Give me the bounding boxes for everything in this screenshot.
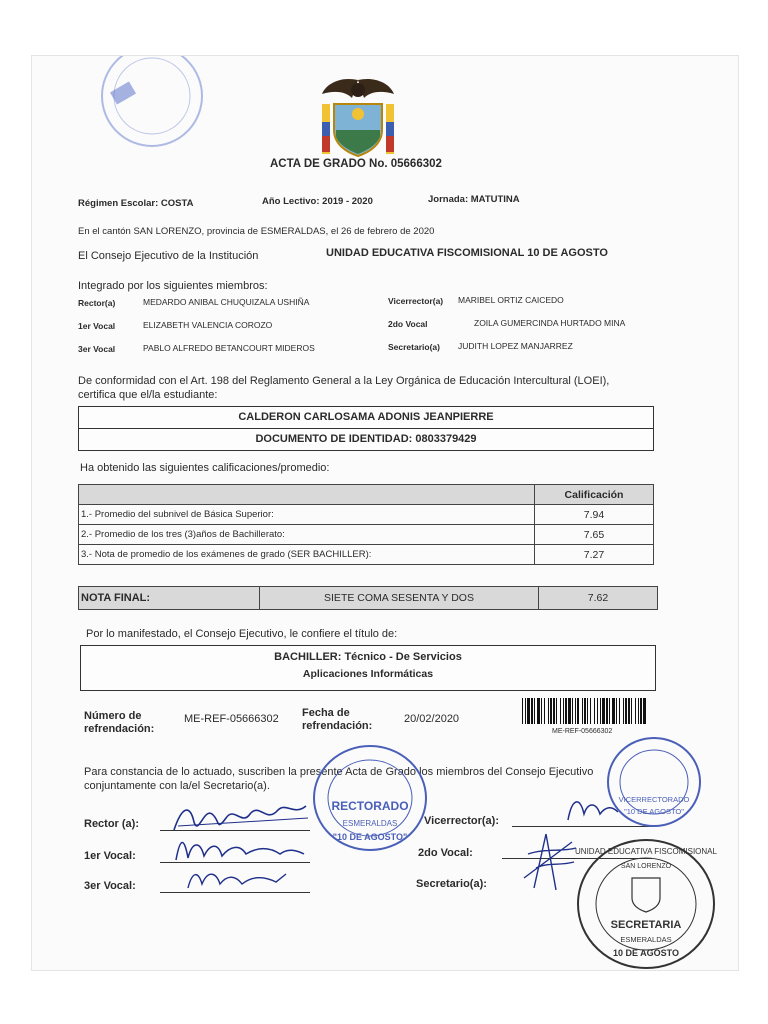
vocal1-name: ELIZABETH VALENCIA COROZO bbox=[143, 320, 273, 330]
integrado-label: Integrado por los siguientes miembros: bbox=[78, 280, 268, 292]
regimen-escolar: Régimen Escolar: COSTA bbox=[78, 198, 194, 209]
title-intro: Por lo manifestado, el Consejo Ejecutivo, le confiere el título de: bbox=[86, 628, 398, 640]
table-row bbox=[79, 525, 654, 545]
institution-name: UNIDAD EDUCATIVA FISCOMISIONAL 10 DE AGOSTO bbox=[326, 247, 608, 259]
vicerrectorado-stamp-text: VICERRECTORADO bbox=[618, 795, 690, 804]
barcode-text: ME-REF-05666302 bbox=[552, 728, 613, 735]
final-grade-words: SIETE COMA SESENTA Y DOS bbox=[260, 587, 539, 609]
final-grade-value: 7.62 bbox=[587, 592, 609, 604]
barcode-icon bbox=[520, 698, 650, 726]
degree-specialty: Aplicaciones Informáticas bbox=[302, 668, 434, 680]
rectorado-stamp-date: "10 DE AGOSTO" bbox=[332, 832, 408, 842]
document-title: ACTA DE GRADO No. 05666302 bbox=[270, 158, 442, 170]
student-document: DOCUMENTO DE IDENTIDAD: 0803379429 bbox=[255, 433, 477, 445]
signature-vocal1-label: 1er Vocal: bbox=[84, 850, 136, 862]
vicerrector-label: Vicerrector(a) bbox=[388, 296, 444, 306]
grades-header-blank bbox=[79, 485, 535, 505]
grade-value: 7.94 bbox=[535, 505, 654, 525]
vocal1-signature-icon bbox=[170, 832, 310, 866]
refrendacion-number-label bbox=[84, 710, 154, 736]
vocal3-signature-icon bbox=[182, 864, 292, 894]
signature-vicerrector-label: Vicerrector(a): bbox=[424, 815, 499, 827]
refrendacion-date: 20/02/2020 bbox=[404, 713, 460, 725]
student-name: CALDERON CARLOSAMA ADONIS JEANPIERRE bbox=[238, 411, 494, 423]
rectorado-stamp-city: ESMERALDAS bbox=[342, 819, 398, 828]
rectorado-stamp bbox=[310, 742, 432, 854]
grades-table bbox=[78, 484, 654, 565]
grades-intro: Ha obtenido las siguientes calificaciones/promedio: bbox=[80, 462, 330, 474]
refrendacion-date-label-1: Fecha de bbox=[302, 707, 350, 719]
vocal1-label: 1er Vocal bbox=[78, 321, 116, 331]
student-name-box bbox=[78, 406, 654, 429]
secretaria-stamp bbox=[574, 836, 718, 972]
vocal3-label: 3er Vocal bbox=[78, 344, 116, 354]
grade-label: 1.- Promedio del subnivel de Básica Superior: bbox=[79, 505, 535, 525]
signature-vocal2-label: 2do Vocal: bbox=[418, 847, 473, 859]
refrendacion-number-label-2: refrendación: bbox=[84, 723, 155, 735]
grade-label: 2.- Promedio de los tres (3)años de Bachillerato: bbox=[79, 525, 535, 545]
jornada: Jornada: MATUTINA bbox=[428, 194, 520, 205]
anio-lectivo: Año Lectivo: 2019 - 2020 bbox=[262, 196, 373, 207]
secretario-name: JUDITH LOPEZ MANJARREZ bbox=[458, 341, 573, 351]
signature-vocal3-label: 3er Vocal: bbox=[84, 880, 136, 892]
signature-secretario-label: Secretario(a): bbox=[416, 878, 487, 890]
refrendacion-date-label bbox=[302, 707, 372, 733]
vicerrector-name: MARIBEL ORTIZ CAICEDO bbox=[458, 295, 564, 305]
grade-value: 7.65 bbox=[535, 525, 654, 545]
secretaria-stamp-text: SECRETARIA bbox=[610, 919, 682, 931]
table-row bbox=[79, 545, 654, 565]
secretaria-stamp-date: 10 DE AGOSTO bbox=[612, 948, 680, 958]
table-row bbox=[79, 505, 654, 525]
refrendacion-date-label-2: refrendación: bbox=[302, 720, 373, 732]
secretaria-stamp-town: SAN LORENZO bbox=[620, 863, 672, 870]
vicerrectorado-stamp-date: "10 DE AGOSTO" bbox=[624, 807, 684, 816]
refrendacion-number: ME-REF-05666302 bbox=[184, 713, 279, 725]
signature-rector-label: Rector (a): bbox=[84, 818, 140, 830]
grades-header: Calificación bbox=[535, 485, 654, 505]
conformidad-line2: certifica que el/la estudiante: bbox=[78, 389, 218, 401]
degree-title: BACHILLER: Técnico - De Servicios bbox=[274, 651, 462, 663]
rector-name: MEDARDO ANIBAL CHUQUIZALA USHIÑA bbox=[143, 297, 310, 307]
closing-line1: Para constancia de lo actuado, suscriben la presente Acta de Grado los miembros del Consejo Ejecutivo bbox=[84, 766, 594, 778]
refrendacion-number-label-1: Número de bbox=[84, 710, 142, 722]
faded-stamp-top-left bbox=[92, 56, 210, 156]
rectorado-stamp-text: RECTORADO bbox=[331, 799, 409, 813]
secretario-label: Secretario(a) bbox=[388, 342, 440, 352]
vocal2-name: ZOILA GUMERCINDA HURTADO MINA bbox=[474, 318, 626, 328]
rector-label: Rector(a) bbox=[78, 298, 116, 308]
student-document-box bbox=[78, 428, 654, 451]
closing-line2: conjuntamente con la/el Secretario(a). bbox=[84, 780, 270, 792]
grade-value: 7.27 bbox=[535, 545, 654, 565]
grade-label: 3.- Nota de promedio de los exámenes de grado (SER BACHILLER): bbox=[79, 545, 535, 565]
vocal2-label: 2do Vocal bbox=[388, 319, 428, 329]
secretaria-stamp-city: ESMERALDAS bbox=[620, 935, 672, 944]
conformidad-line1: De conformidad con el Art. 198 del Reglamento General a la Ley Orgánica de Educación Intercultural (LOEI), bbox=[78, 375, 610, 387]
ecuador-coat-of-arms-icon bbox=[318, 74, 398, 160]
grades-header-row bbox=[79, 485, 654, 505]
vocal3-name: PABLO ALFREDO BETANCOURT MIDEROS bbox=[143, 343, 315, 353]
secretaria-stamp-ring: UNIDAD EDUCATIVA FISCOMISIONAL bbox=[575, 847, 717, 856]
location-date: En el cantón SAN LORENZO, provincia de ESMERALDAS, el 26 de febrero de 2020 bbox=[78, 226, 435, 237]
consejo-label: El Consejo Ejecutivo de la Institución bbox=[78, 250, 259, 262]
degree-box bbox=[80, 645, 656, 691]
final-grade-label: NOTA FINAL: bbox=[79, 587, 260, 609]
final-grade-row bbox=[78, 586, 658, 610]
vicerrectorado-stamp bbox=[604, 734, 704, 830]
